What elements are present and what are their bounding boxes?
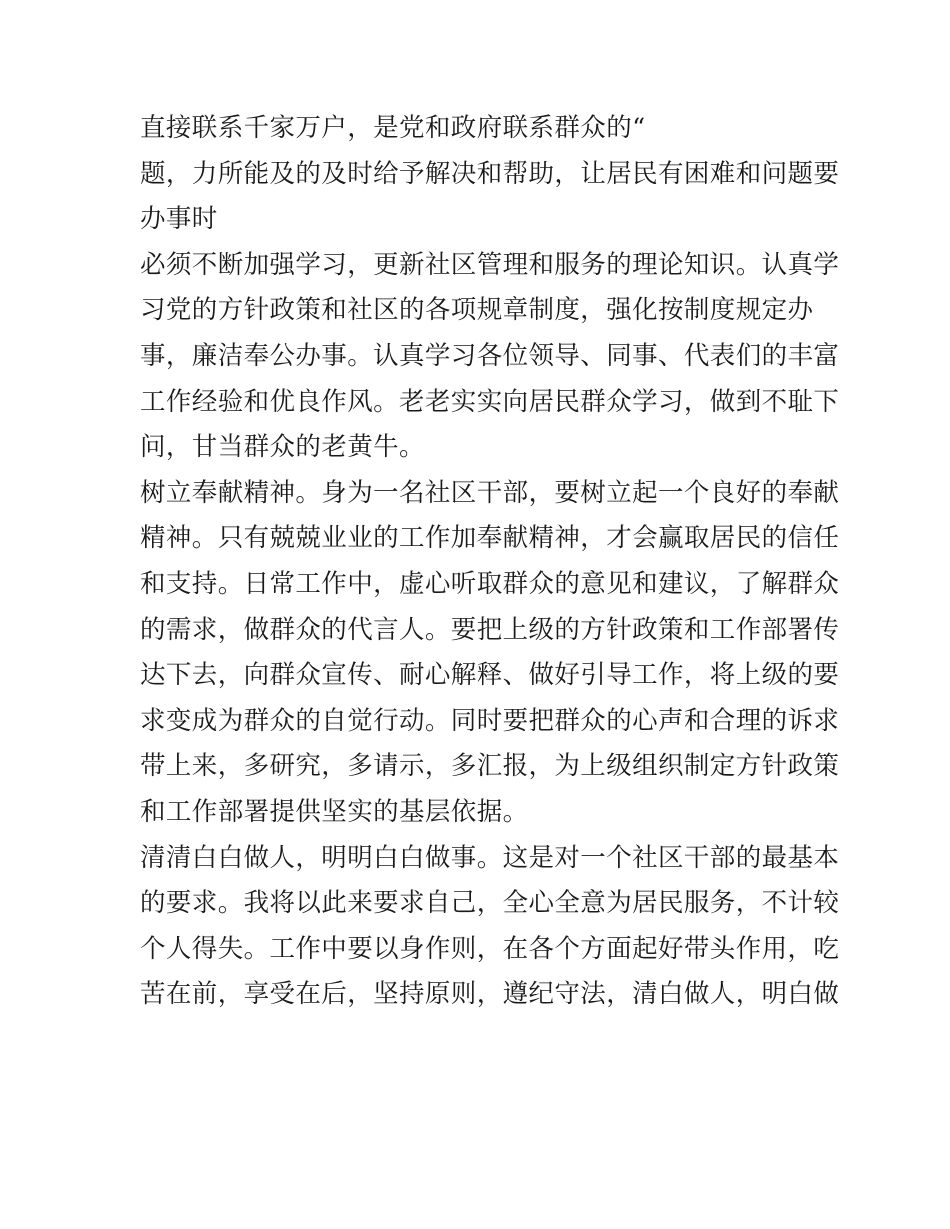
text-line: 的需求，做群众的代言人。要把上级的方针政策和工作部署传 [140, 614, 840, 645]
text-line: 和工作部署提供坚实的基层依据。 [140, 796, 529, 827]
text-line: 必须不断加强学习，更新社区管理和服务的理论知识。认真学 [140, 249, 840, 280]
text-line: 带上来，多研究，多请示，多汇报，为上级组织制定方针政策 [140, 751, 840, 782]
text-line: 苦在前，享受在后，坚持原则，遵纪守法，清白做人，明白做 [140, 979, 840, 1010]
text-line: 树立奉献精神。身为一名社区干部，要树立起一个良好的奉献 [140, 477, 840, 508]
text-line: 办事时 [140, 204, 218, 235]
text-line: 求变成为群众的自觉行动。同时要把群众的心声和合理的诉求 [140, 705, 840, 736]
text-line: 精神。只有兢兢业业的工作加奉献精神，才会赢取居民的信任 [140, 523, 840, 554]
document-body [140, 106, 840, 1018]
text-line: 问，甘当群众的老黄牛。 [140, 432, 425, 463]
text-line: 和支持。日常工作中，虚心听取群众的意见和建议，了解群众 [140, 568, 840, 599]
text-line: 题，力所能及的及时给予解决和帮助，让居民有困难和问题要 [140, 158, 840, 189]
text-line: 清清白白做人，明明白白做事。这是对一个社区干部的最基本 [140, 842, 840, 873]
text-line: 达下去，向群众宣传、耐心解释、做好引导工作，将上级的要 [140, 660, 840, 691]
text-line: 直接联系千家万户，是党和政府联系群众的“ [140, 113, 646, 143]
text-line: 个人得失。工作中要以身作则，在各个方面起好带头作用，吃 [140, 933, 840, 964]
text-line: 事，廉洁奉公办事。认真学习各位领导、同事、代表们的丰富 [140, 340, 840, 371]
text-line: 工作经验和优良作风。老老实实向居民群众学习，做到不耻下 [140, 386, 840, 417]
text-line: 的要求。我将以此来要求自己，全心全意为居民服务，不计较 [140, 888, 840, 919]
text-line: 习党的方针政策和社区的各项规章制度，强化按制度规定办 [140, 295, 814, 326]
